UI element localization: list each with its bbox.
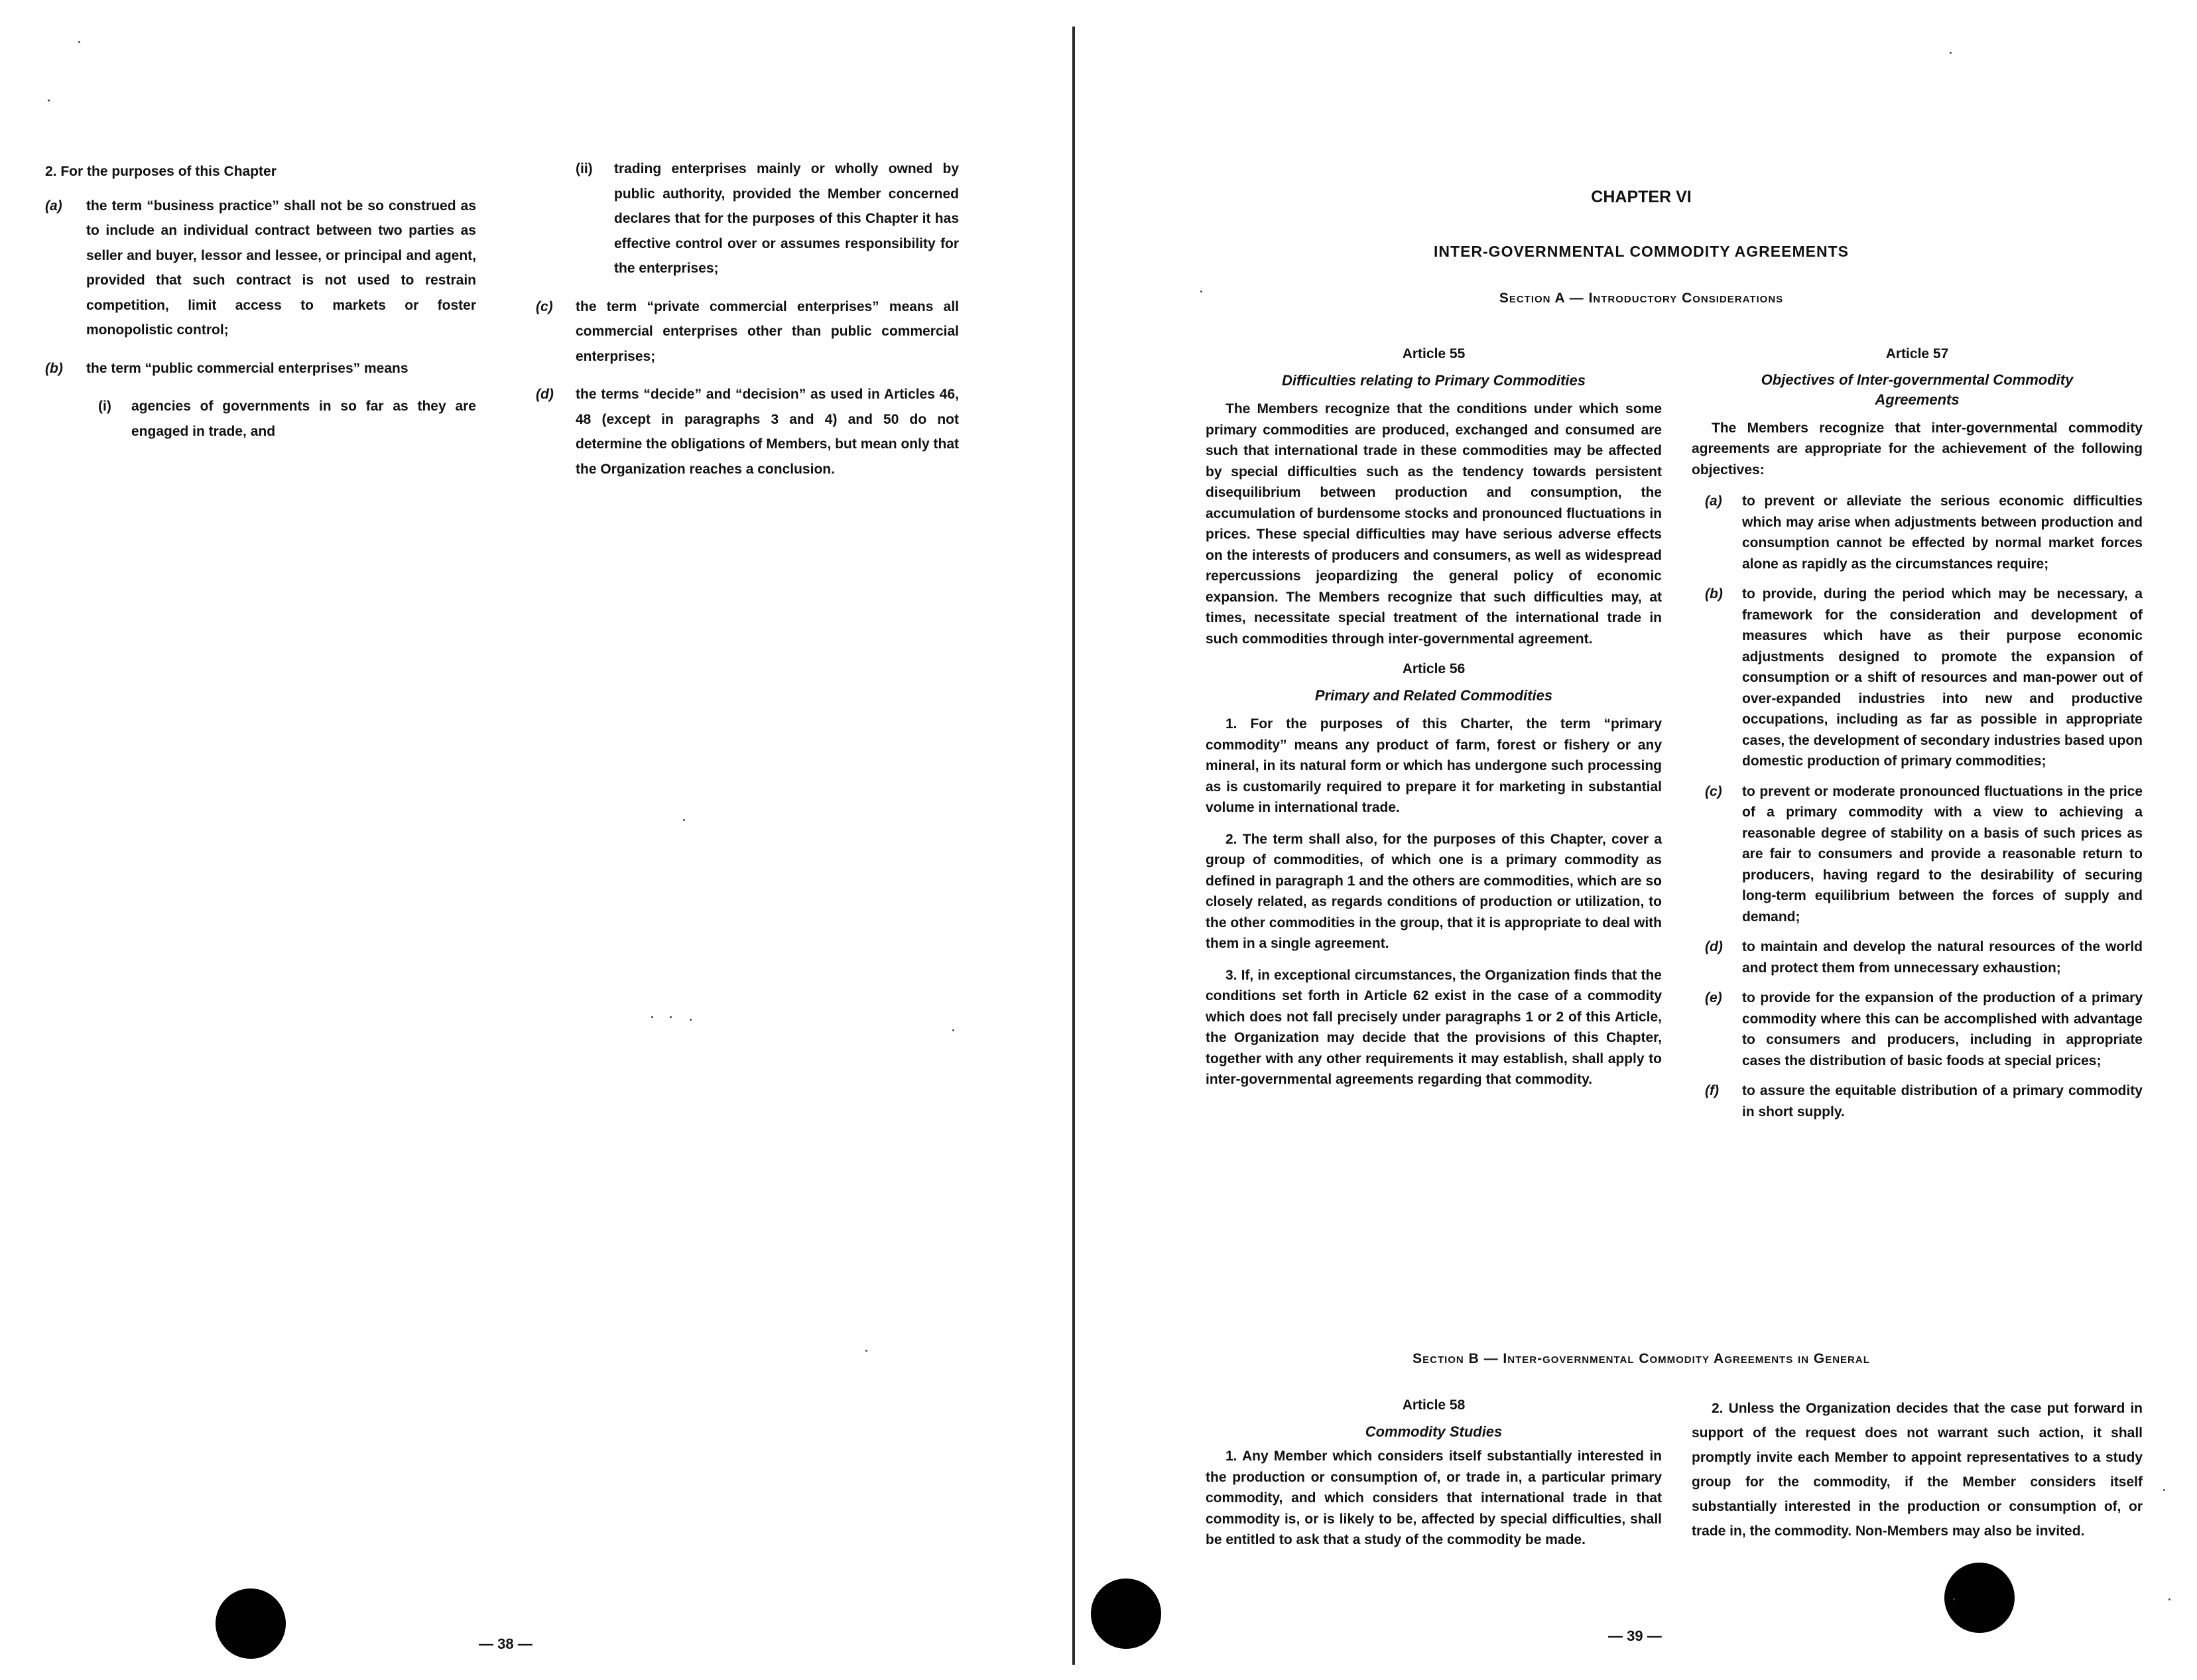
objective-e [1692,988,2143,1071]
article-57-title: Article 57 [1885,346,1949,361]
scan-speck [2168,1598,2170,1600]
paragraph-2-intro: 2. For the purposes of this Chapter [45,164,277,179]
section-b-heading: Section B — Inter-governmental Commodity Agreements in General [1412,1351,1870,1366]
item-label: (c) [536,298,553,314]
article-58-title: Article 58 [1402,1397,1466,1413]
article-57-subtitle: Objectives of Inter-governmental Commodity Agreements [1761,371,2074,408]
item-text: to assure the equitable distribution of a primary commodity in short supply. [1742,1083,2143,1120]
punch-hole [216,1588,286,1659]
item-text: the terms “decide” and “decision” as used in Articles 46, 48 (except in paragraphs 3 and 4) and 50 do not determine the obligations of Members, but mean only that the Organization reaches a conclusion. [576,387,959,477]
objective-b [1692,584,2143,772]
item-d [536,382,959,482]
article-55-text: The Members recognize that the conditions under which some primary commodities are produced, exchanged and consumed are such that international trade in these commodities may be affected by special difficulties such as the tendency towards persistent disequilibrium between production and consumption, the accumulation of burdensome stocks and pronounced fluctuations in prices. These special difficulties may have serious adverse effects on the interests of producers and consumers, as well as widespread repercussions jeopardizing the general policy of economic expansion. The Members recognize that such difficulties may, at times, necessitate special treatment of the international trade in such commodities through inter-governmental agreement. [1206,401,1662,647]
objective-d [1692,937,2143,978]
item-label: (c) [1705,783,1722,799]
item-text: to provide, during the period which may be necessary, a framework for the consideration and development of measures which have as their purpose economic adjustments designed to promote the expansion of consumption or a shift of resources and man-power out of over-expanded industries into new and productive occupations, including as far as possible in appropriate cases, the development of secondary industries based upon domestic production of primary commodities; [1742,586,2143,769]
chapter-title: INTER-GOVERNMENTAL COMMODITY AGREEMENTS [1434,243,1849,260]
left-column-2 [536,157,959,482]
item-label: (a) [1705,493,1722,509]
objective-f [1692,1080,2143,1122]
item-label: (f) [1705,1083,1719,1098]
chapter-number: CHAPTER VI [1591,188,1692,206]
page-number: — 39 — [1608,1628,1662,1644]
article-56-para-2: 2. The term shall also, for the purposes of this Chapter, cover a group of commodities, of which one is a primary commodity as defined in paragraph 1 and the others are commodities, which are so closely related, as regards conditions of production or utilization, to the other commodities in the group, that it is appropriate to deal with them in a single agreement. [1206,831,1662,951]
item-label: (d) [536,387,554,402]
item-label: (b) [45,360,63,376]
item-text: trading enterprises mainly or wholly owned by public authority, provided the Member concerned declares that for the purposes of this Chapter it has effective control over or assumes responsibility for the enterprises; [614,161,959,276]
article-56-para-3: 3. If, in exceptional circumstances, the Organization finds that the conditions set forth in Article 62 exist in the case of a commodity which does not fall precisely under paragraphs 1 or 2 of this Article, the Organization may decide that the provisions of this Chapter, together with any other requirements it may establish, shall apply to inter-governmental agreements regarding that commodity. [1206,967,1662,1087]
item-label: (i) [98,399,111,414]
item-label: (a) [45,198,62,214]
item-text: agencies of governments in so far as they are engaged in trade, and [131,399,476,439]
scan-speck [952,1029,954,1031]
scan-speck [865,1350,867,1352]
item-c [536,294,959,369]
left-page [0,0,1074,1680]
item-text: the term “business practice” shall not be so construed as to include an individual contract between two parties as seller and buyer, lessor and lessee, or principal and agent, provided that such contract is not used to restrain competition, limit access to markets or foster monopolistic control; [86,198,476,338]
scan-speck [1950,52,1952,54]
article-57-intro: The Members recognize that inter-governmental commodity agreements are appropriate for the achievement of the following objectives: [1692,420,2143,478]
item-text: the term “public commercial enterprises” means [86,360,408,376]
item-text: to provide for the expansion of the production of a primary commodity where this can be accomplished with advantage to consumers and producers, including in appropriate cases the distribution of basic foods at special prices; [1742,990,2143,1068]
left-column-1 [45,159,476,444]
section-a-heading: Section A — Introductory Considerations [1499,291,1784,306]
scan-speck [1200,291,1202,292]
item-i [45,394,476,444]
right-column-2 [1692,344,2143,1122]
article-58-para-1: 1. Any Member which considers itself substantially interested in the production or consumption of, or trade in, a particular primary commodity, and which considers that international trade in that commodity is, or is likely to be, affected by special difficulties, shall be entitled to ask that a study of the commodity be made. [1206,1449,1662,1547]
scan-speck [2163,1489,2165,1491]
article-58-subtitle: Commodity Studies [1365,1423,1503,1440]
item-label: (b) [1705,586,1723,602]
item-b [45,356,476,381]
item-text: the term “private commercial enterprises” means all commercial enterprises other than public commercial enterprises; [576,298,959,364]
item-label: (ii) [576,161,593,176]
objective-c [1692,781,2143,928]
article-56-para-1: 1. For the purposes of this Charter, the term “primary commodity” means any product of farm, forest or fishery or any mineral, in its natural form or which has undergone such processing as is customarily required to prepare it for marketing in substantial volume in international trade. [1206,716,1662,815]
item-a [45,194,476,343]
item-label: (d) [1705,939,1723,954]
right-page [1078,0,2197,1680]
page-number: — 38 — [479,1636,533,1652]
punch-hole [1091,1579,1161,1649]
scan-speck [690,1019,692,1021]
item-text: to prevent or moderate pronounced fluctuations in the price of a primary commodity with a view to achieving a reasonable degree of stability on a basis of such prices as are fair to consumers and provide a reasonable return to producers, having regard to the desirability of securing long-term equilibrium between the forces of supply and demand; [1742,783,2143,925]
item-text: to maintain and develop the natural resources of the world and protect them from unnecessary exhaustion; [1742,939,2143,976]
article-55-title: Article 55 [1402,346,1466,361]
scan-speck [651,1016,653,1018]
scan-speck [78,41,80,43]
scan-speck [683,819,685,821]
scan-speck [48,99,50,101]
article-58-column-2 [1692,1396,2143,1543]
item-ii [536,157,959,281]
punch-hole [1944,1563,2015,1633]
right-column-1 [1206,344,1662,1090]
article-58-para-2: 2. Unless the Organization decides that the case put forward in support of the request does not warrant such action, it shall promptly invite each Member to appoint representatives to a study group for the commodity, if the Member considers itself substantially interested in the production or consumption of, or trade in, the commodity. Non-Members may also be invited. [1692,1401,2143,1539]
item-label: (e) [1705,990,1722,1005]
article-56-title: Article 56 [1402,661,1466,677]
objective-a [1692,491,2143,574]
scan-speck [670,1016,672,1018]
article-55-subtitle: Difficulties relating to Primary Commodities [1281,371,1586,389]
scan-speck [1953,1598,1955,1600]
article-56-subtitle: Primary and Related Commodities [1314,686,1553,704]
item-text: to prevent or alleviate the serious economic difficulties which may arise when adjustments between production and consumption cannot be effected by normal market forces alone as rapidly as the circumstances require; [1742,493,2143,572]
article-58-column-1 [1206,1395,1662,1551]
